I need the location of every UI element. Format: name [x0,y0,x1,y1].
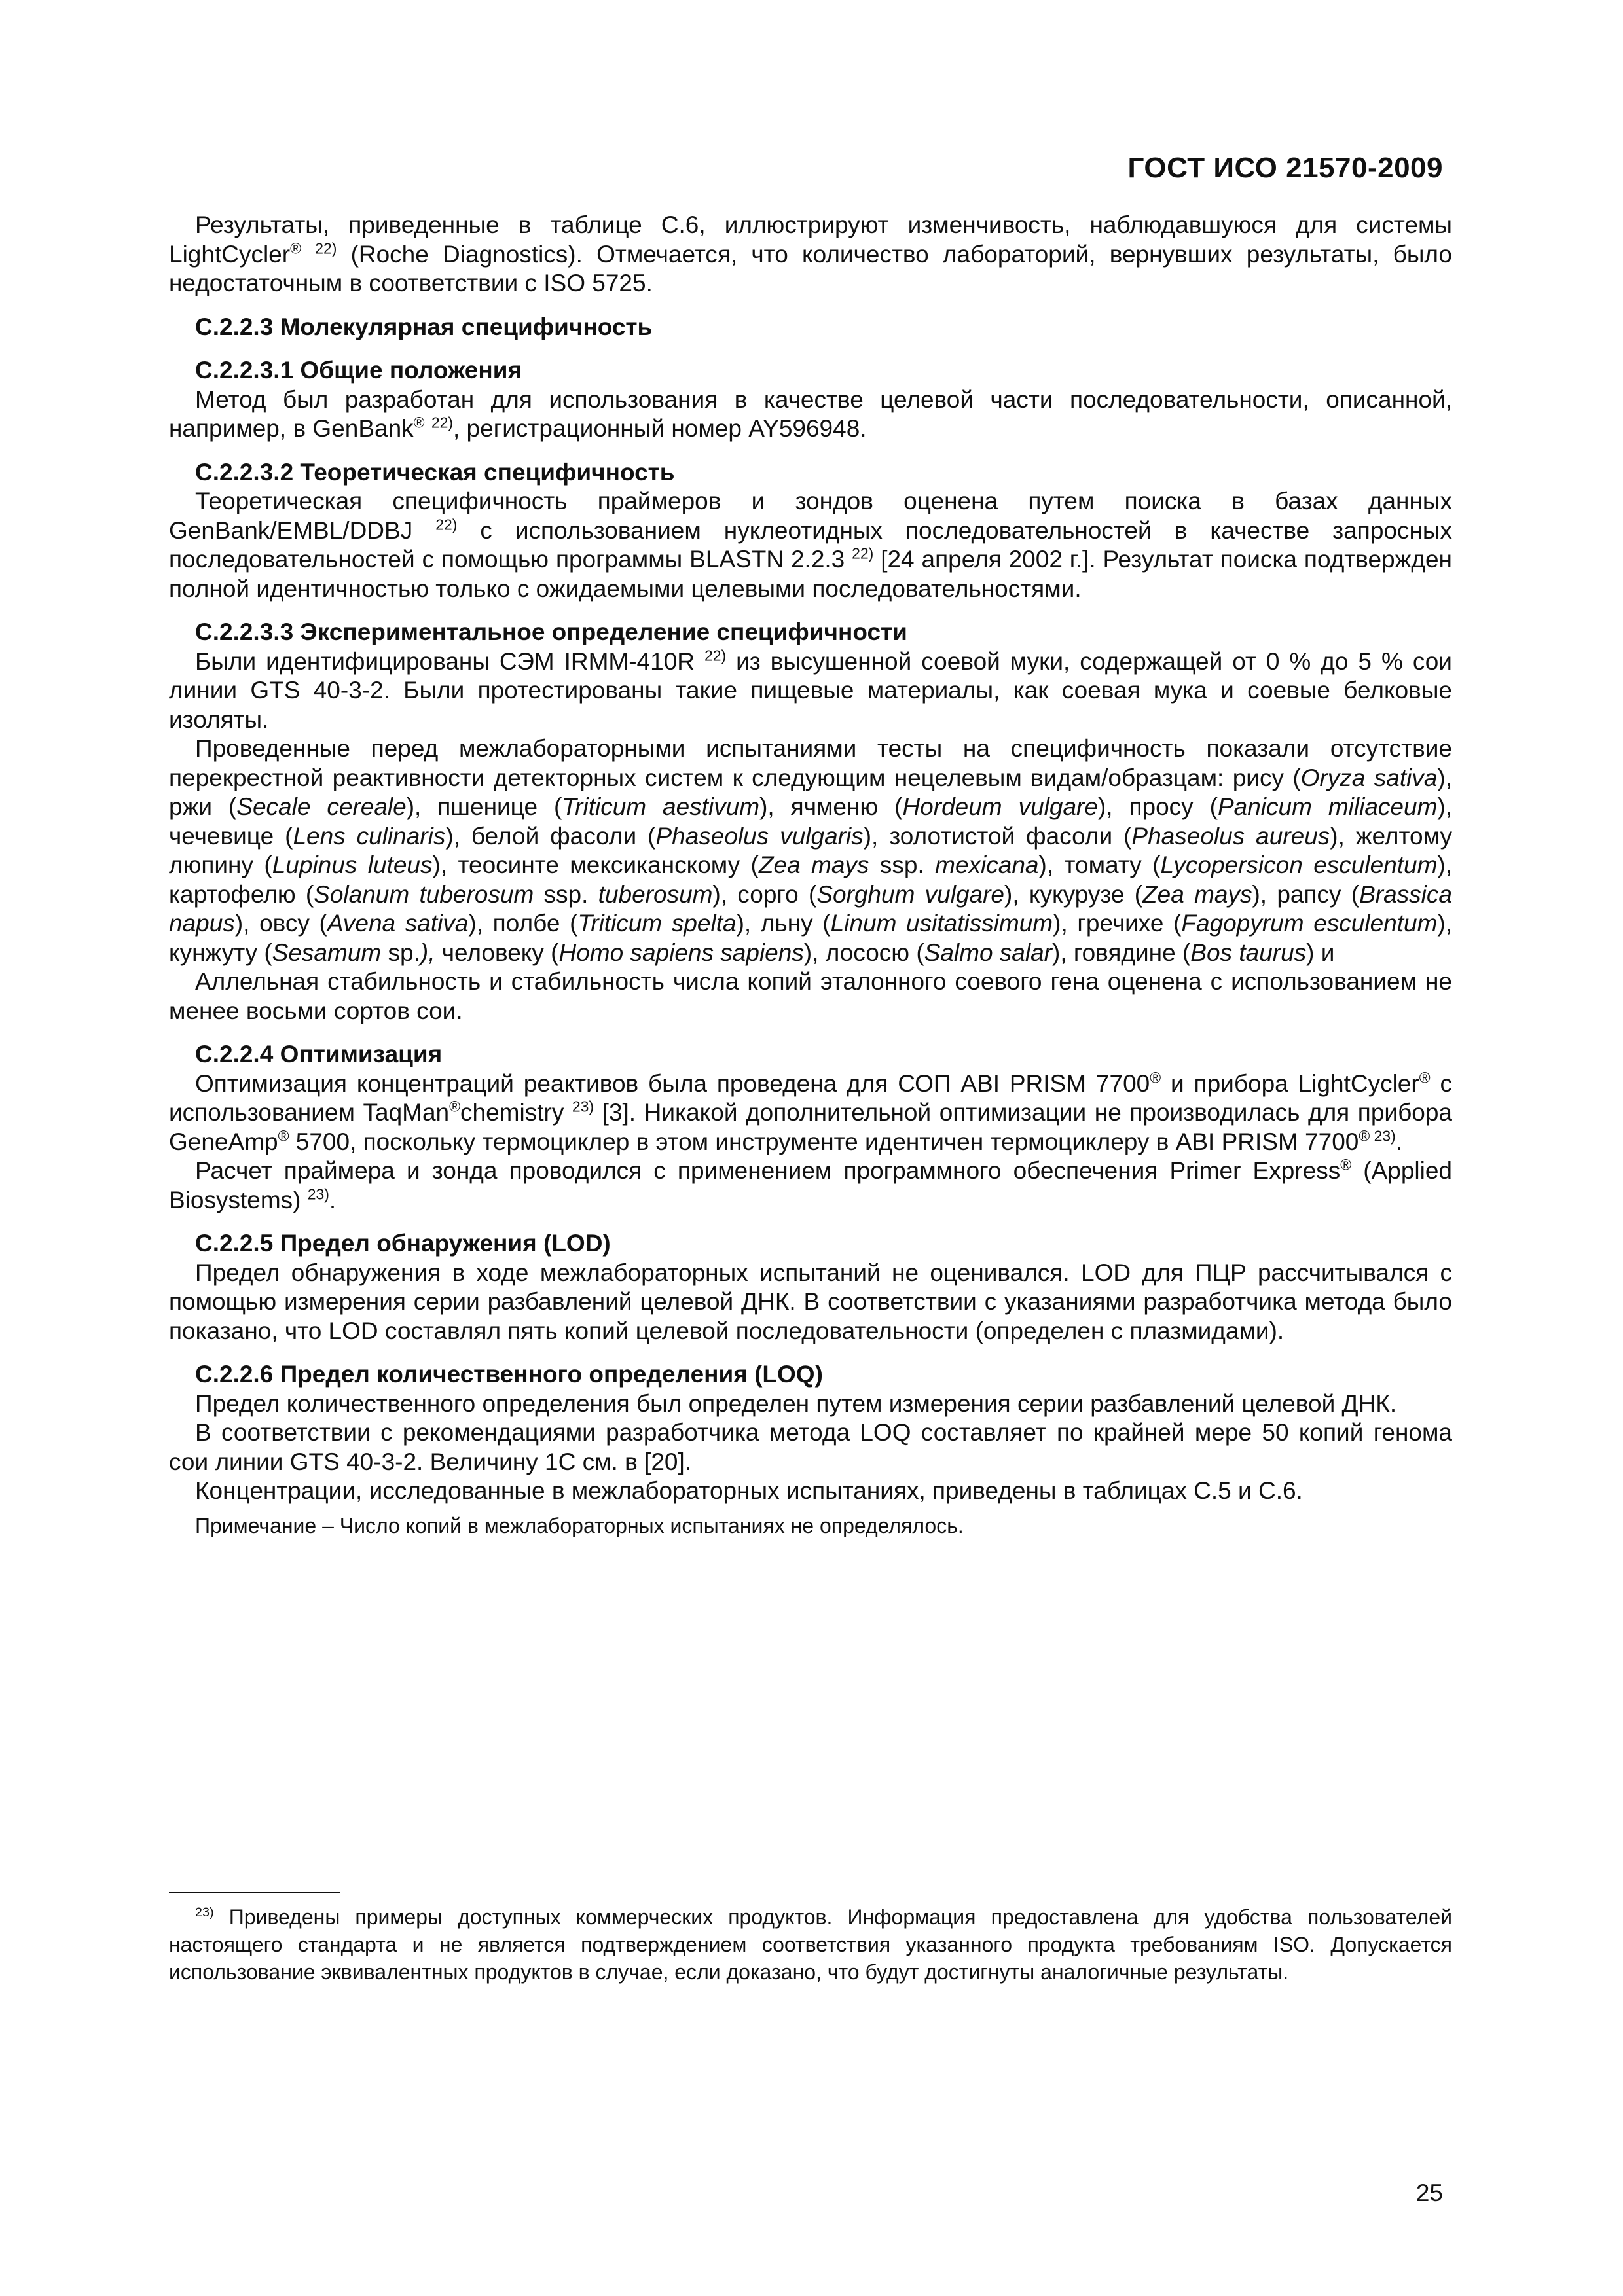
footnote-23: $^{23)}$ Приведены примеры доступных коммерческих продуктов. Информация предоставлена для удобства пользователей настоящего стандарта и не является подтверждением соответствия указанного продукта требованиям ISO. Допускается использование эквивалентных продуктов в случае, если доказано, что будут достигнуты аналогичные результаты. [169,1905,1452,1984]
heading-optimization: С.2.2.4 Оптимизация [195,1041,443,1067]
paragraph-allelic-stability: Аллельная стабильность и стабильность числа копий эталонного соевого гена оценена с использованием не менее восьми сортов сои. [169,968,1452,1024]
paragraph-cross-reactivity: Проведенные перед межлабораторными испытаниями тесты на специфичность показали отсутствие перекрестной реактивности детекторных систем к следующим нецелевым видам/образцам: рису (Oryza sativa), ржи (Secale cereale), пшенице (Triticum aestivum), ячменю (Hordeum vulgare), просу (Panicum miliaceum), чечевице (Lens culinaris), белой фасоли (Phaseolus vulgaris), золотистой фасоли (Phaseolus aureus), желтому люпину (Lupinus luteus), теосинте мексиканскому (Zea mays ssp. mexicana), томату (Lycopersicon esculentum), картофелю (Solanum tuberosum ssp. tuberosum), сорго (Sorghum vulgare), кукурузе (Zea mays), рапсу (Brassica napus), овсу (Avena sativa), полбе (Triticum spelta), льну (Linum usitatissimum), гречихе (Fagopyrum esculentum), кунжуту (Sesamum sp.), человеку (Homo sapiens sapiens), лососю (Salmo salar), говядине (Bos taurus) и [169,735,1453,966]
paragraph-primer-design: Расчет праймера и зонда проводился с применением программного обеспечения Primer Express® (Applied Biosystems) $^{23)}$. [169,1156,1452,1213]
paragraph-reference-materials: Были идентифицированы СЭМ IRMM-410R $^{22)}$ из высушенной соевой муки, содержащей от 0 % до 5 % сои линии GTS 40-3-2. Были протестированы такие пищевые материалы, как соевая мука и соевые белковые изоляты. [169,646,1452,733]
paragraph-theoretical-specificity: Теоретическая специфичность праймеров и зондов оценена путем поиска в базах данных GenBank/EMBL/DDBJ $^{22)}$ с использованием нуклеотидных последовательностей в качестве запросных последовательностей с помощью программы BLASTN 2.2.3 $^{22)}$ [24 апреля 2002 г.]. Результат поиска подтвержден полной идентичностью только с ожидаемыми целевыми последовательностями. [169,488,1452,602]
paragraph-loq-definition: Предел количественного определения был определен путем измерения серии разбавлений целевой ДНК. [195,1390,1397,1417]
paragraph-method-general: Метод был разработан для использования в качестве целевой части последовательности, описанной, например, в GenBank® $^{22)}$, регистрационный номер AY596948. [169,386,1452,442]
document-header: ГОСТ ИСО 21570-2009 [1127,152,1443,184]
heading-theoretical-specificity: С.2.2.3.2 Теоретическая специфичность [195,458,675,486]
paragraph-loq-value: В соответствии с рекомендациями разработчика метода LOQ составляет по крайней мере 50 копий генома сои линии GTS 40-3-2. Величину 1С см. в [20]. [169,1419,1452,1475]
paragraph-optimization: Оптимизация концентраций реактивов была проведена для СОП ABI PRISM 7700® и прибора LightCycler® с использованием TaqMan®chemistry $^{23)}$ [3]. Никакой дополнительной оптимизации не производилась для прибора GeneAmp® 5700, поскольку термоциклер в этом инструменте идентичен термоциклеру в ABI PRISM $7700^{® 23)}$. [169,1068,1452,1155]
note: Примечание – Число копий в межлабораторных испытаниях не определялось. [195,1513,964,1537]
paragraph-concentrations: Концентрации, исследованные в межлабораторных испытаниях, приведены в таблицах С.5 и С.6. [195,1477,1303,1504]
heading-loq: С.2.2.6 Предел количественного определения (LOQ) [195,1361,823,1388]
footnote-separator [169,1892,340,1893]
heading-lod: С.2.2.5 Предел обнаружения (LOD) [195,1230,611,1257]
heading-molecular-specificity: С.2.2.3 Молекулярная специфичность [195,313,653,340]
paragraph-lod: Предел обнаружения в ходе межлабораторных испытаний не оценивался. LOD для ПЦР рассчитывался с помощью измерения серии разбавлений целевой ДНК. В соответствии с указаниями разработчика метода было показано, что LOD составлял пять копий целевой последовательности (определен с плазмидами). [169,1259,1452,1344]
main-text [169,211,1452,1539]
heading-general: С.2.2.3.1 Общие положения [195,357,522,384]
page-number: 25 [1415,2179,1443,2206]
footnote-marker: 23) [195,1905,214,1920]
paragraph-lightcycler-results: Результаты, приведенные в таблице С.6, иллюстрируют изменчивость, наблюдавшуюся для системы LightCycler® $^{22)}$ (Roche Diagnostics). Отмечается, что количество лабораторий, вернувших результаты, было недостаточным в соответствии с ISO 5725. [169,211,1453,296]
heading-experimental-specificity: С.2.2.3.3 Экспериментальное определение специфичности [195,619,907,645]
